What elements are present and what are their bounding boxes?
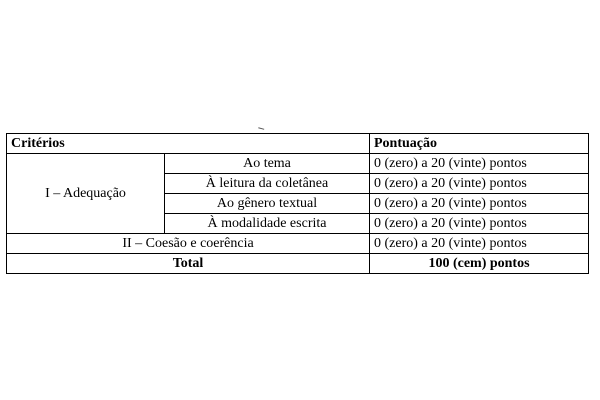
- score-header: Pontuação: [370, 134, 589, 154]
- total-score: 100 (cem) pontos: [370, 254, 589, 274]
- table-row: [7, 154, 589, 174]
- header-row: [7, 134, 589, 154]
- criterion-score: 0 (zero) a 20 (vinte) pontos: [370, 214, 589, 234]
- criterion-item: À modalidade escrita: [165, 214, 370, 234]
- criterion-item: Ao gênero textual: [165, 194, 370, 214]
- stray-mark: [258, 127, 265, 131]
- table-row: [7, 234, 589, 254]
- total-label: Total: [7, 254, 370, 274]
- total-row: [7, 254, 589, 274]
- group-one-label: I – Adequação: [7, 154, 165, 234]
- criteria-header: Critérios: [7, 134, 370, 154]
- criterion-item: Ao tema: [165, 154, 370, 174]
- criterion-score: 0 (zero) a 20 (vinte) pontos: [370, 174, 589, 194]
- criterion-score: 0 (zero) a 20 (vinte) pontos: [370, 194, 589, 214]
- group-two-label: II – Coesão e coerência: [7, 234, 370, 254]
- scoring-criteria-table: [6, 133, 589, 274]
- group-two-score: 0 (zero) a 20 (vinte) pontos: [370, 234, 589, 254]
- criterion-item: À leitura da coletânea: [165, 174, 370, 194]
- criterion-score: 0 (zero) a 20 (vinte) pontos: [370, 154, 589, 174]
